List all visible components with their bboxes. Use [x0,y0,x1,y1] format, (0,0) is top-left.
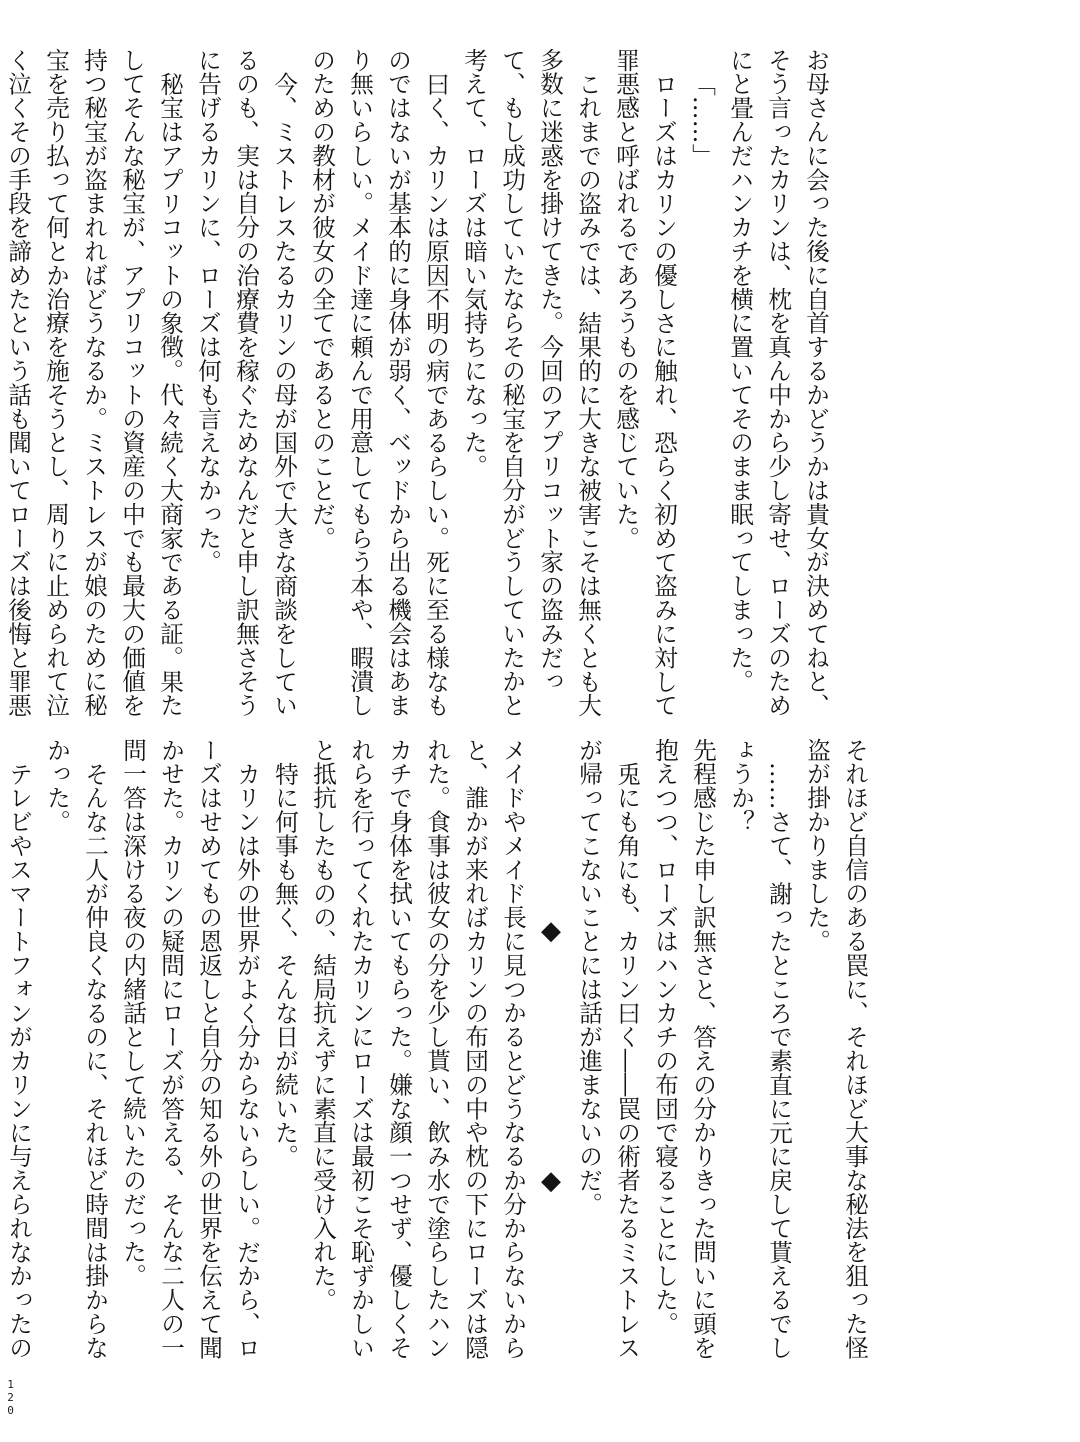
paragraph: 曰く、カリンは原因不明の病であるらしい。死に至る様なものではないが基本的に身体が弱く、ベッドから出る機会はあまり無いらしい。メイド達に頼んで用意してもらう本や、暇潰しのための教材が彼女の全てであるとのことだ。 [308,48,450,718]
paragraph: 先程感じた申し訳無さと、答えの分かりきった問いに頭を抱えつつ、ローズはハンカチの布団で寝ることにした。 [651,738,717,1360]
paragraph: 秘宝はアプリコットの象徴。代々続く大商家である証。果たしてそんな秘宝が、アプリコットの資産の中でも最大の価値を持つ秘宝が盗まれればどうなるか。ミストレスが娘のために秘宝を売り払って何とか治療を施そうとし、周りに止められて泣く泣くその手段を諦めたという話も聞いてローズは後悔と罪悪 [4,48,184,718]
paragraph: ローズはカリンの優しさに触れ、恐らく初めて盗みに対して罪悪感と呼ばれるであろうものを感じていた。 [612,48,678,717]
scene-break [532,738,570,1374]
paragraph: そんな二人が仲良くなるのに、それほど時間は掛からなかった。 [43,738,109,1360]
paragraph: カリンは外の世界がよく分からないらしい。だから、ローズはせめてもの恩返しと自分の知る外の世界を伝えて聞かせた。カリンの疑問にローズが答える、そんな二人の一問一答は深ける夜の内緒話として続いたのだった。 [119,738,261,1360]
page-number: 120 [4,1378,17,1417]
paragraph: メイドやメイド長に見つかるとどうなるか分からないからと、誰かが来ればカリンの布団の中や枕の下にローズは隠れた。食事は彼女の分を少し貰い、飲み水で塗らしたハンカチで身体を拭いてもらった。嫌な顔一つせず、優しくそれらを行ってくれたカリンにローズは最初こそ恥ずかしいと抵抗したものの、結局抗えずに素直に受け入れた。 [309,738,527,1360]
paragraph: お母さんに会った後に自首するかどうかは貴女が決めてねと、そう言ったカリンは、枕を真ん中から少し寄せ、ローズのためにと畳んだハンカチを横に置いてそのまま眠ってしまった。 [726,48,830,718]
paragraph: 兎にも角にも、カリン曰く――罠の術者たるミストレスが帰ってこないことには話が進まないのだ。 [575,738,641,1360]
paragraph: 特に何事も無く、そんな日が続いた。 [271,761,299,1168]
diamond-icon: ◆ [536,1166,566,1197]
paragraph: テレビやスマートフォンがカリンに与えられなかったの [5,761,33,1360]
paragraph: これまでの盗みでは、結果的に大きな被害こそは無くとも大多数に迷惑を掛けてきた。今回のアプリコット家の盗みだって、もし成功していたならその秘宝を自分がどうしていたかと考えて、ローズは暗い気持ちになった。 [460,48,602,718]
paragraph: それほど自信のある罠に、それほど大事な秘法を狙った怪盗が掛かりました。 [803,738,869,1360]
text-column-bottom [5,738,874,1374]
paragraph: ……さて、謝ったところで素直に元に戻して貰えるでしょうか？ [727,738,793,1360]
paragraph: 「……」 [688,71,716,168]
diamond-icon: ◆ [536,915,566,946]
paragraph: 今、ミストレスたるカリンの母が国外で大きな商談をしているのも、実は自分の治療費を稼ぐためなんだと申し訳無さそうに告げるカリンに、ローズは何も言えなかった。 [194,48,298,718]
text-column-top [4,48,835,718]
